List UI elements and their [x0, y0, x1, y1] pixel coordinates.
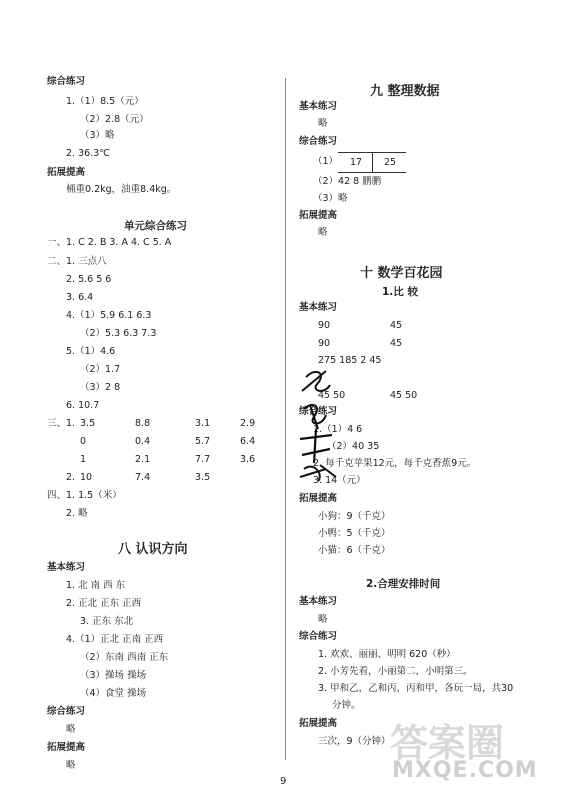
answer-line: 略 [318, 614, 328, 625]
answer-line: 6. 10.7 [66, 400, 100, 411]
answer-label: 三、1. [47, 418, 76, 429]
grid-cell: 5.7 [195, 436, 211, 447]
answer-line: 2. 36.3℃ [66, 148, 110, 159]
grid-cell: 3.5 [80, 418, 96, 429]
grid-cell: 3.6 [240, 454, 256, 465]
subsection-title: 1.比 较 [382, 286, 418, 298]
answer-line: （2）东南 西南 正东 [80, 652, 169, 663]
subsection-title: 2.合理安排时间 [366, 578, 441, 590]
answer-line: 3. 14（元） [313, 475, 366, 486]
answer-line: （3）略 [313, 193, 348, 204]
watermark-logo-text: 答案圈 [390, 721, 505, 765]
grid-cell: 8.8 [135, 418, 151, 429]
section-heading: 基本练习 [299, 596, 338, 607]
section-heading: 综合练习 [47, 76, 86, 87]
tally-table [338, 152, 406, 174]
answer-line: 4.（1）正北 正南 正西 [66, 634, 164, 645]
answer-cell: 45 50 [390, 390, 418, 401]
answer-line: 小猫：6（千克） [318, 545, 391, 556]
answer-line: 三次，9（分钟） [318, 736, 391, 747]
page-number: 9 [280, 776, 287, 787]
answer-line: 1. 北 南 西 东 [66, 580, 126, 591]
grid-cell: 7.7 [195, 454, 211, 465]
grid-cell: 10 [80, 472, 93, 483]
chapter-10-title: 十 数学百花园 [360, 266, 443, 281]
chapter-9-title: 九 整理数据 [370, 84, 440, 99]
answer-line: 小鸭：5（千克） [318, 528, 391, 539]
table-divider [372, 152, 373, 172]
answer-line: （3）2 8 [80, 382, 121, 393]
section-heading: 拓展提高 [299, 210, 338, 221]
answer-label: （1） [313, 156, 339, 167]
answer-line: （2）42 8 鹏鹏 [313, 176, 382, 187]
answer-line: 1. 欢欢、丽丽、明明 620（秒） [318, 649, 456, 660]
answer-line: 3. 6.4 [66, 292, 94, 303]
grid-cell: 6.4 [240, 436, 256, 447]
answer-line: （3）操场 操场 [80, 670, 147, 681]
answer-line: 2. 略 [66, 508, 88, 519]
answer-line: （4）食堂 操场 [80, 688, 147, 699]
answer-line: 2. 小芳先看，小丽第二，小明第三。 [318, 666, 473, 677]
grid-cell: 2.1 [135, 454, 151, 465]
answer-line: 分钟。 [332, 700, 361, 711]
answer-line: 略 [66, 724, 76, 735]
table-cell: 25 [384, 157, 397, 168]
section-heading: 基本练习 [299, 101, 338, 112]
answer-cell: 90 [318, 338, 331, 349]
section-heading: 基本练习 [299, 302, 338, 313]
grid-cell: 7.4 [135, 472, 151, 483]
answer-line: （2）2.8（元） [80, 114, 149, 125]
handwritten-scribble [296, 365, 376, 485]
answer-line: 略 [318, 227, 328, 238]
grid-cell: 2.9 [240, 418, 256, 429]
answer-line: 5.（1）4.6 [66, 346, 116, 357]
table-bottom-line [338, 172, 406, 173]
watermark-url: MXQE.COM [392, 758, 538, 783]
answer-cell: 45 [390, 338, 403, 349]
section-heading: 拓展提高 [299, 493, 338, 504]
answer-line: 275 185 2 45 [318, 355, 382, 366]
answer-line: 二、1. 三点八 [47, 256, 107, 267]
section-heading: 拓展提高 [47, 167, 86, 178]
section-heading: 综合练习 [299, 631, 338, 642]
answer-line: 1.（1）4 6 [313, 424, 363, 435]
grid-cell: 3.1 [195, 418, 211, 429]
answer-line: 2. 5.6 5 6 [66, 274, 112, 285]
answer-line: 桶重0.2kg，油重8.4kg。 [66, 184, 177, 195]
section-heading: 拓展提高 [47, 742, 86, 753]
answer-cell: 45 [390, 320, 403, 331]
answer-line: 略 [66, 760, 76, 771]
answer-line: 略 [318, 118, 328, 129]
answer-line: 1.（1）8.5（元） [66, 96, 144, 107]
unit-review-title: 单元综合练习 [124, 220, 187, 232]
answer-line: （3）略 [80, 130, 115, 141]
answer-line: 3. 甲和乙，乙和丙，丙和甲，各玩一局，共30 [318, 683, 514, 694]
answer-line: 小狗：9（千克） [318, 511, 391, 522]
grid-cell: 3.5 [195, 472, 211, 483]
section-heading: 综合练习 [299, 406, 338, 417]
answer-cell: 90 [318, 320, 331, 331]
column-divider [285, 78, 286, 760]
table-cell: 17 [350, 157, 363, 168]
section-heading: 拓展提高 [299, 718, 338, 729]
answer-line: 2. 每千克苹果12元，每千克香蕉9元。 [313, 458, 477, 469]
answer-label: 2. [66, 472, 76, 483]
grid-cell: 1 [80, 454, 87, 465]
grid-cell: 0.4 [135, 436, 151, 447]
chapter-8-title: 八 认识方向 [118, 542, 188, 557]
answer-line: 4.（1）5.9 6.1 6.3 [66, 310, 152, 321]
answer-line: 一、1. C 2. B 3. A 4. C 5. A [47, 237, 172, 248]
answer-line: （2）1.7 [80, 364, 121, 375]
section-heading: 综合练习 [47, 706, 86, 717]
answer-line: （2）5.3 6.3 7.3 [80, 328, 157, 339]
answer-line: 2. 正北 正东 正西 [66, 598, 142, 609]
answer-line: 四、1. 1.5（米） [47, 490, 122, 501]
section-heading: 综合练习 [299, 136, 338, 147]
answer-cell: 45 50 [318, 390, 346, 401]
answer-line: 3. 正东 东北 [80, 616, 134, 627]
answer-line: （2）40 35 [327, 441, 380, 452]
section-heading: 基本练习 [47, 562, 86, 573]
grid-cell: 0 [80, 436, 87, 447]
